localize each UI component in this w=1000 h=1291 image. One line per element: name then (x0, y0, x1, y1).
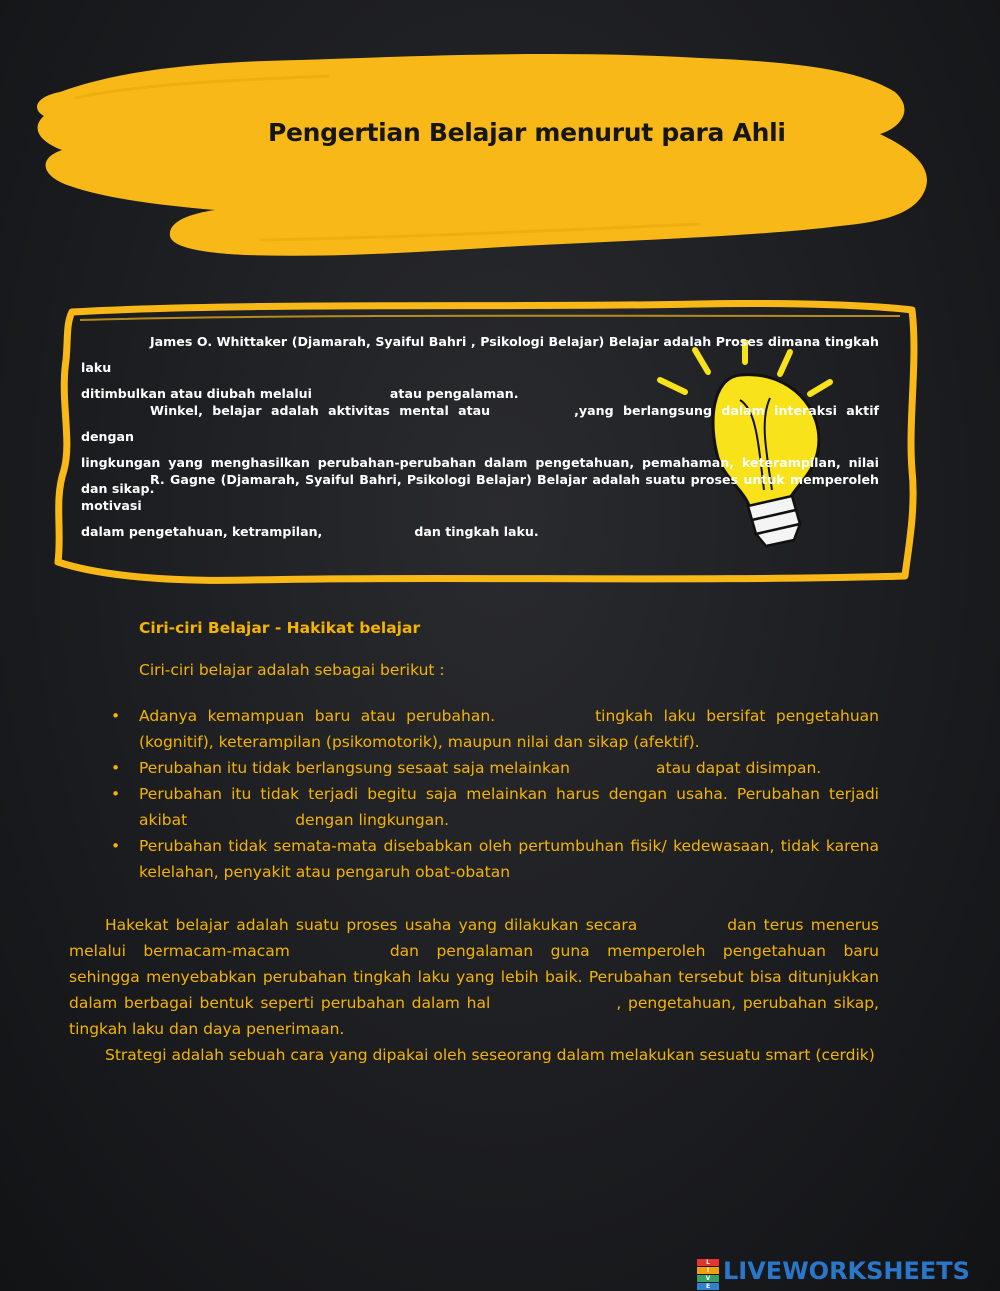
definition-gagne: R. Gagne (Djamarah, Syaiful Bahri, Psikologi Belajar) Belajar adalah suatu proses untuk memperoleh motivasi dalam pengetahuan, ketrampilan, dan tingkah laku. (81, 472, 879, 539)
hakekat-paragraph: Hakekat belajar adalah suatu proses usaha yang dilakukan secara dan terus menerus melalui bermacam-macam dan pengalaman guna memperoleh pengetahuan baru sehingga menyebabkan perubahan tingkah laku yang lebih baik. Perubahan tersebut bisa ditunjukkan dalam berbagai bentuk seperti perubahan dalam hal , pengetahuan, perubahan sikap, tingkah laku dan daya penerimaan. (69, 916, 880, 1038)
list-item: • Adanya kemampuan baru atau perubahan. tingkah laku bersifat pengetahuan (kognitif), keterampilan (psikomotorik), maupun nilai dan sikap (afektif). (111, 707, 879, 751)
strategi-paragraph: Strategi adalah sebuah cara yang dipakai oleh seseorang dalam melakukan sesuatu smart (cerdik) (105, 1046, 875, 1064)
page-title: Pengertian Belajar menurut para Ahli (268, 118, 786, 147)
logo-mark-icon: L I V E (697, 1259, 719, 1283)
characteristics-list (105, 703, 879, 885)
list-item: • Perubahan tidak semata-mata disebabkan oleh pertumbuhan fisik/ kedewasaan, tidak karena kelelahan, penyakit atau pengaruh obat-obatan (111, 837, 879, 881)
section-heading: Ciri-ciri Belajar - Hakikat belajar (139, 619, 421, 637)
list-item: • Perubahan itu tidak terjadi begitu saja melainkan harus dengan usaha. Perubahan terjadi akibat dengan lingkungan. (111, 785, 879, 829)
list-item: • Perubahan itu tidak berlangsung sesaat saja melainkan atau dapat disimpan. (111, 759, 822, 777)
definition-whittaker: James O. Whittaker (Djamarah, Syaiful Bahri , Psikologi Belajar) Belajar adalah Proses dimana tingkah laku ditimbulkan atau diubah melalui atau pengalaman. (81, 334, 879, 401)
brand-text: LIVEWORKSHEETS (723, 1257, 970, 1285)
brush-stroke-banner (0, 0, 1000, 300)
liveworksheets-logo (697, 1257, 970, 1290)
section-intro: Ciri-ciri belajar adalah sebagai berikut : (139, 661, 445, 679)
definition-winkel: Winkel, belajar adalah aktivitas mental atau ,yang berlangsung dalam interaksi aktif dengan lingkungan yang menghasilkan perubahan-perubahan dalam pengetahuan, pemahaman, keterampilan, nilai dan sikap. (81, 403, 879, 496)
